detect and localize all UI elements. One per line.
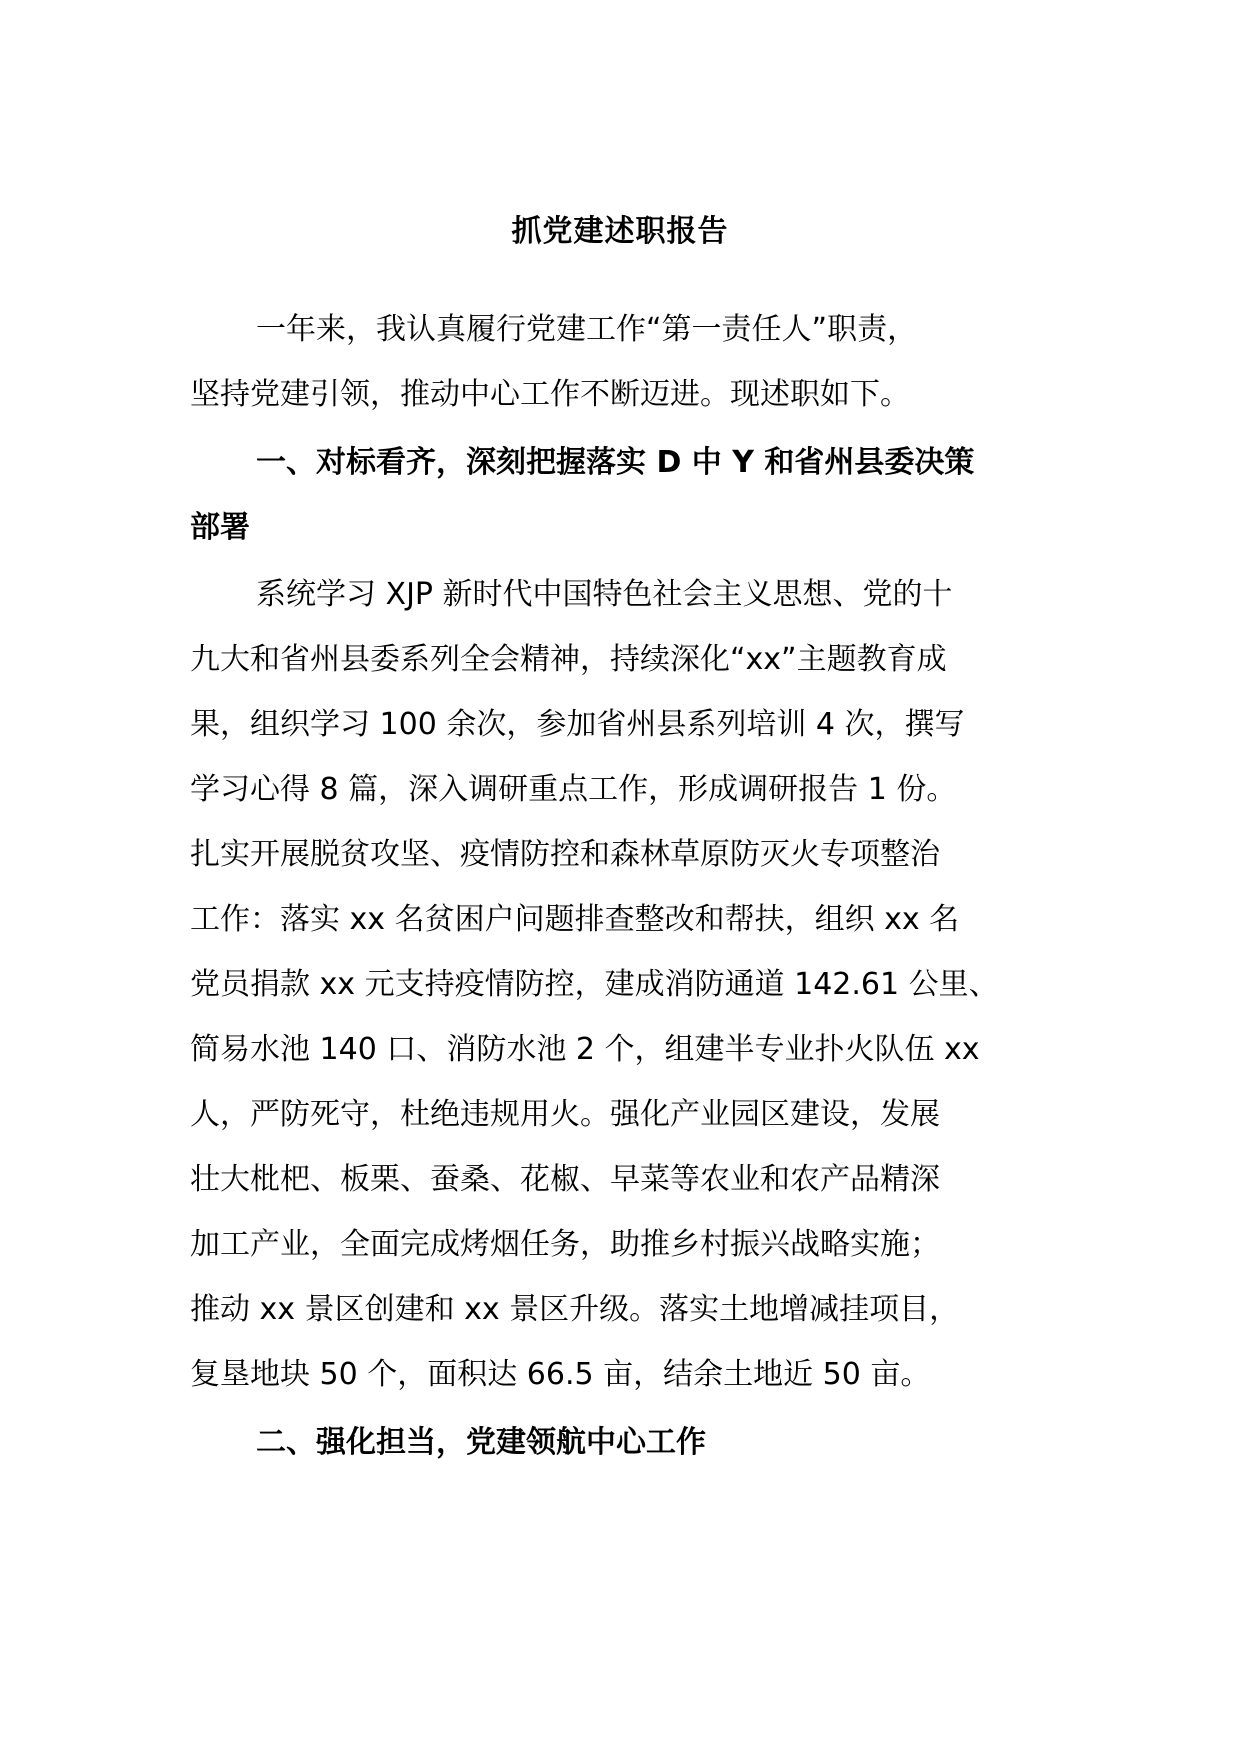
section1-heading-line: 部署 — [190, 510, 250, 545]
body-line: 加工产业，全面完成烤烟任务，助推乡村振兴战略实施； — [190, 1227, 940, 1262]
intro-line: 一年来，我认真履行党建工作“第一责任人”职责， — [256, 312, 918, 347]
body-line: 学习心得 8 篇，深入调研重点工作，形成调研报告 1 份。 — [190, 772, 957, 807]
body-line: 果，组织学习 100 余次，参加省州县系列培训 4 次，撰写 — [190, 707, 965, 742]
body-line: 简易水池 140 口、消防水池 2 个，组建半专业扑火队伍 xx — [190, 1032, 980, 1067]
body-line: 壮大枇杷、板栗、蚕桑、花椒、早菜等农业和农产品精深 — [190, 1162, 940, 1197]
body-line: 复垦地块 50 个，面积达 66.5 亩，结余土地近 50 亩。 — [190, 1357, 931, 1392]
section1-heading-line: 一、对标看齐，深刻把握落实 D 中 Y 和省州县委决策 — [256, 445, 975, 480]
body-line: 九大和省州县委系列全会精神，持续深化“xx”主题教育成 — [190, 642, 947, 677]
section2-heading — [190, 1410, 1060, 1475]
body-line: 系统学习 XJP 新时代中国特色社会主义思想、党的十 — [256, 577, 953, 612]
body-line: 扎实开展脱贫攻坚、疫情防控和森林草原防灭火专项整治 — [190, 837, 940, 872]
section1-body — [190, 562, 1060, 1407]
intro-paragraph — [190, 297, 1060, 427]
body-line: 推动 xx 景区创建和 xx 景区升级。落实土地增减挂项目， — [190, 1292, 960, 1327]
document-title: 抓党建述职报告 — [511, 214, 729, 249]
section1-heading — [190, 430, 1060, 560]
body-line: 人，严防死守，杜绝违规用火。强化产业园区建设，发展 — [190, 1097, 940, 1132]
section2-heading-line: 二、强化担当，党建领航中心工作 — [256, 1425, 706, 1460]
intro-line: 坚持党建引领，推动中心工作不断迈进。现述职如下。 — [190, 377, 910, 412]
body-line: 党员捐款 xx 元支持疫情防控，建成消防通道 142.61 公里、 — [190, 967, 999, 1002]
body-line: 工作：落实 xx 名贫困户问题排查整改和帮扶，组织 xx 名 — [190, 902, 960, 937]
